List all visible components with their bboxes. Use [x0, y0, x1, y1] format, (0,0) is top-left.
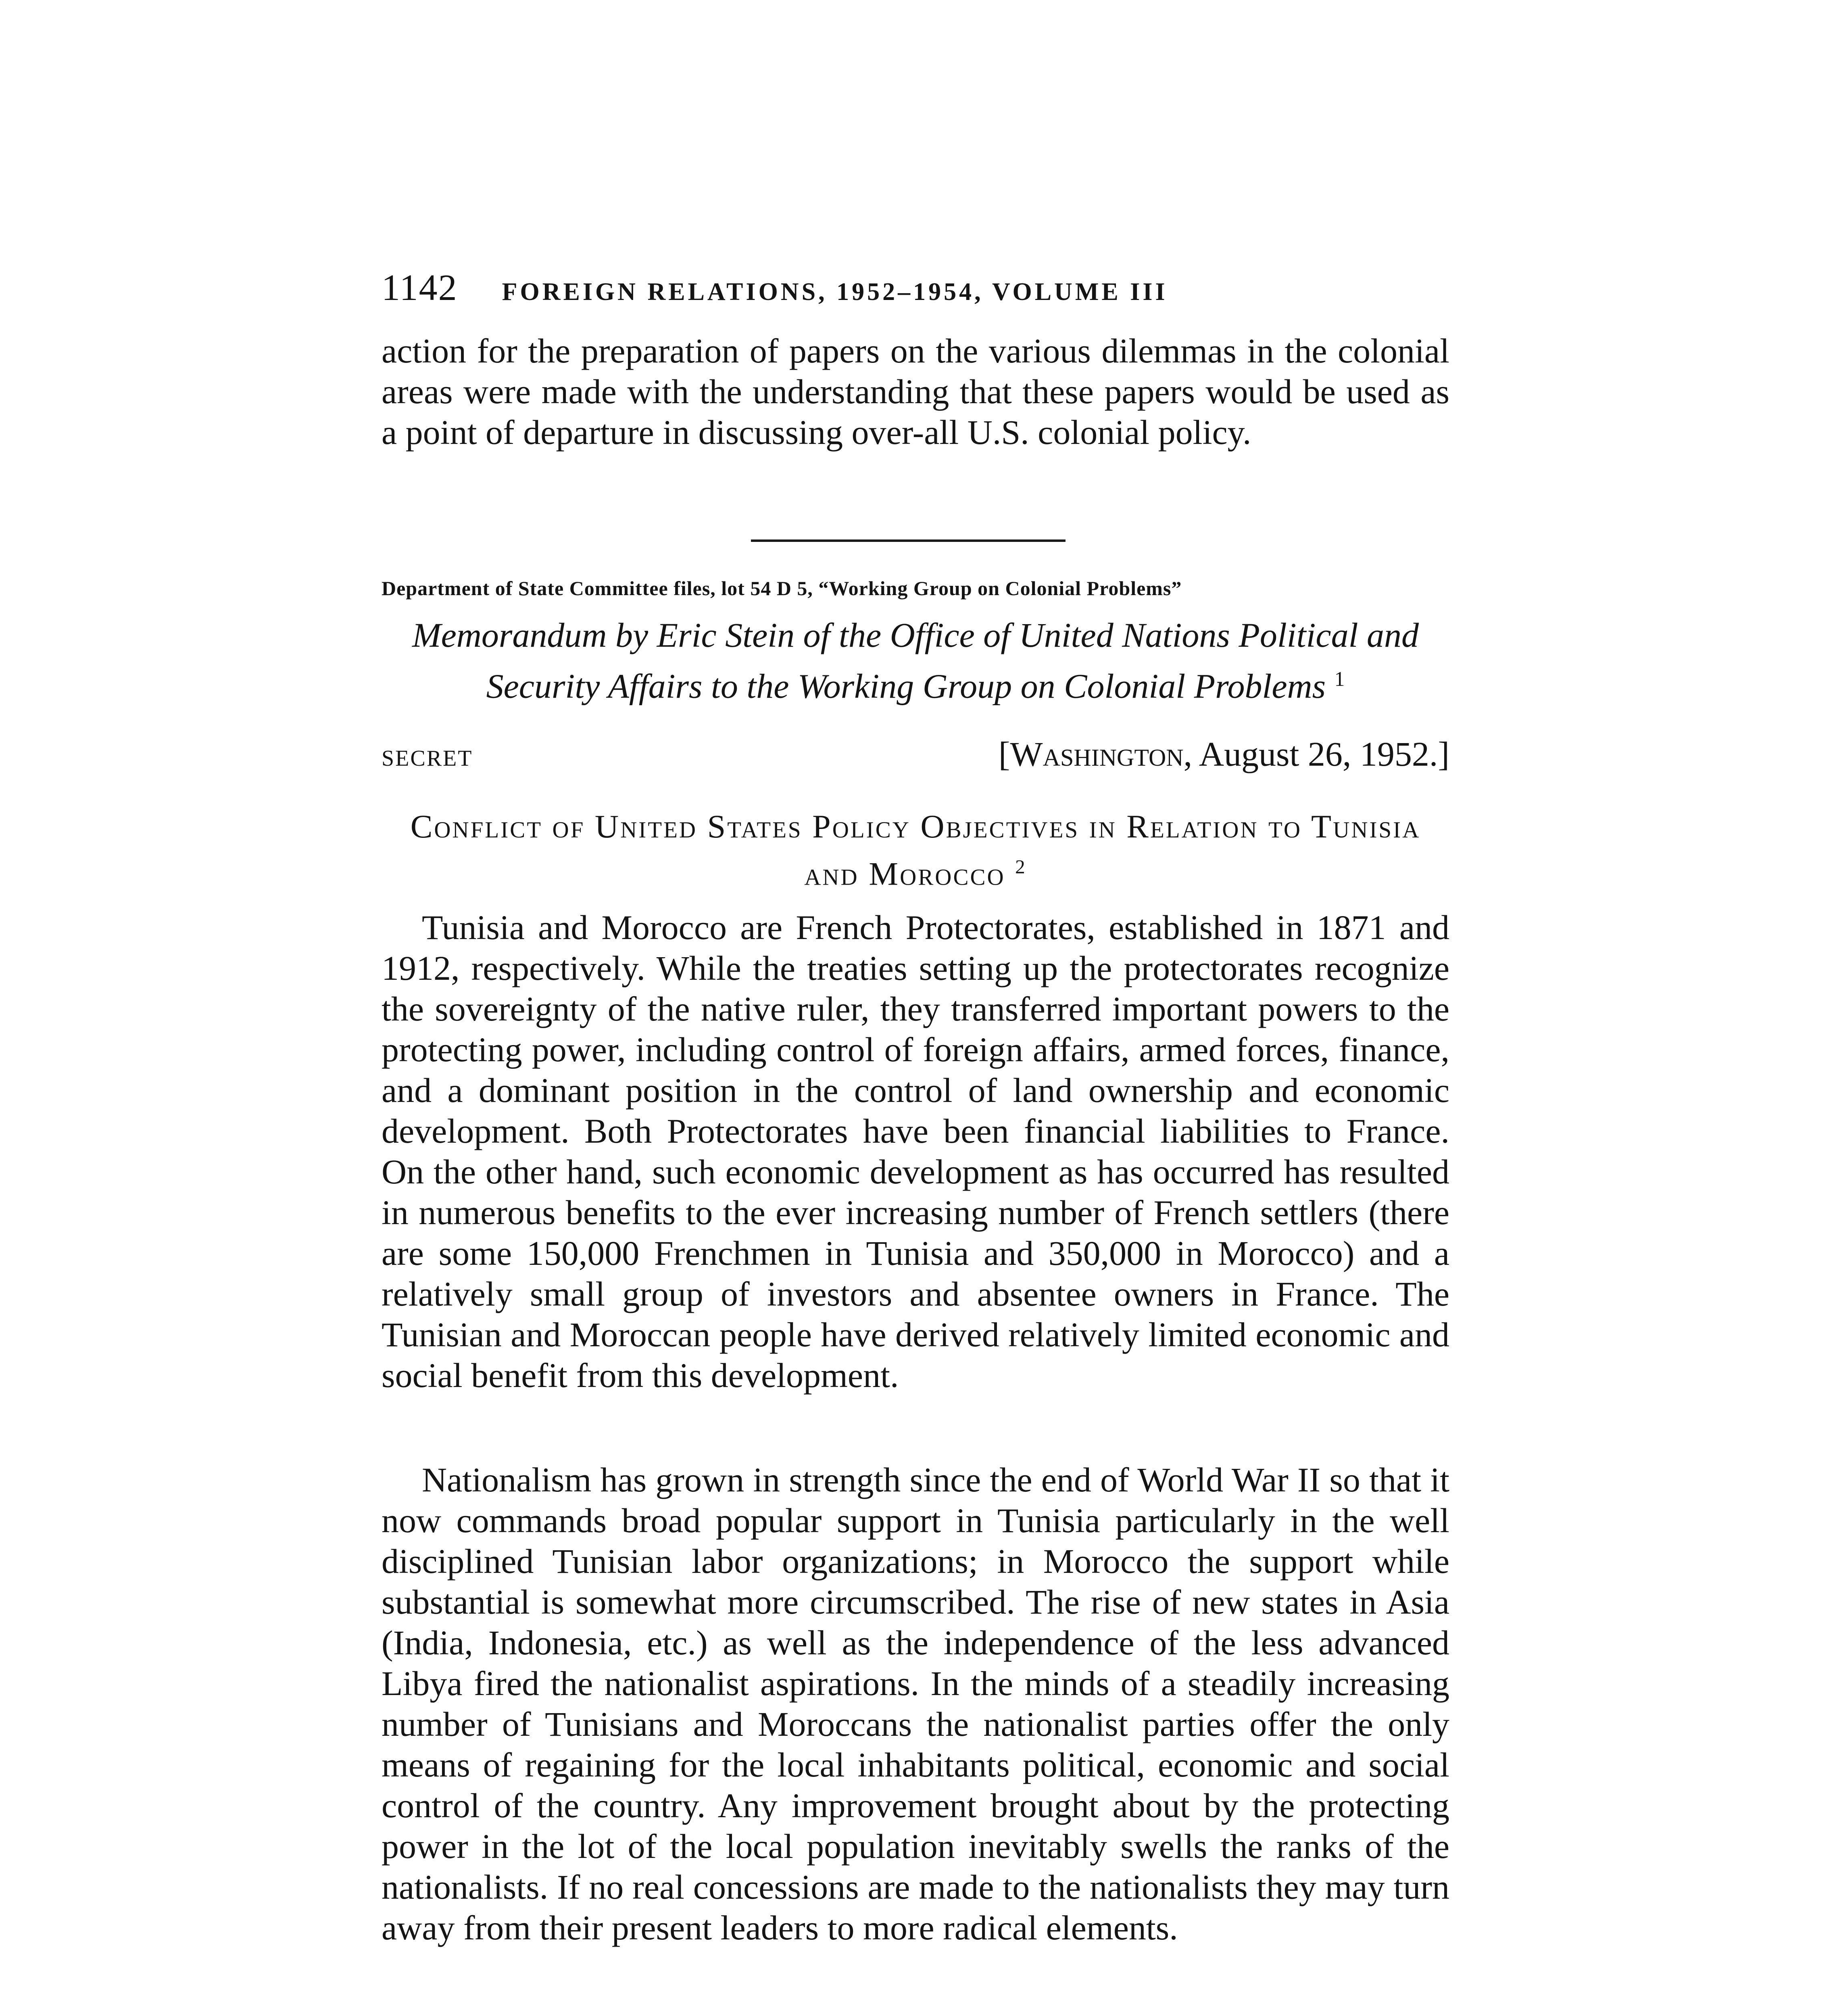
document-title-text: Memorandum by Eric Stein of the Office of United Nations Political and Security Affairs to the Working Group on Colonial Problems [412, 616, 1419, 706]
footnote-ref-2: 2 [1015, 856, 1027, 878]
section-divider [751, 539, 1066, 542]
source-note: Department of State Committee files, lot 54 D 5, “Working Group on Colonial Problems” [382, 577, 1182, 600]
running-title: FOREIGN RELATIONS, 1952–1954, VOLUME III [502, 278, 1168, 306]
body-paragraph-2: Nationalism has grown in strength since the end of World War II so that it now commands broad popular support in Tunisia particularly in the well disciplined Tunisian labor organizations; in Morocco the support while substantial is somewhat more circumscribed. The rise of new states in Asia (India, Indonesia, etc.) as well as the independence of the less advanced Libya fired the nationalist aspirations. In the minds of a steadily increasing number of Tunisians and Moroccans the nationalist parties offer the only means of regaining for the local inhabitants political, economic and social control of the country. Any improvement brought about by the protecting power in the lot of the local population inevitably swells the ranks of the nationalists. If no real concessions are made to the nationalists they may turn away from their present leaders to more radical elements. [382, 1460, 1449, 1947]
running-head [382, 266, 1449, 310]
continuation-paragraph: action for the preparation of papers on the various dilemmas in the colonial areas were made with the understanding that these papers would be used as a point of departure in discussing over-all U.S. colonial policy. [382, 331, 1449, 452]
classification-marking: SECRET [382, 746, 473, 771]
dateline-date: , August 26, 1952. [1183, 735, 1438, 773]
document-heading-text: Conflict of United States Policy Objectives in Relation to Tunisia and Morocco [410, 808, 1421, 892]
dateline-place: Washington [1010, 735, 1184, 773]
footnote-ref-1: 1 [1334, 668, 1345, 691]
document-title [382, 613, 1449, 708]
body-paragraph-1: Tunisia and Morocco are French Protectorates, established in 1871 and 1912, respectively. While the treaties setting up the protectorates recognize the sovereignty of the native ruler, they transferred important powers to the protecting power, including control of foreign affairs, armed forces, finance, and a dominant position in the control of land ownership and economic development. Both Protectorates have been financial liabilities to France. On the other hand, such economic development as has occurred has resulted in numerous benefits to the ever increasing number of French settlers (there are some 150,000 Frenchmen in Tunisia and 350,000 in Morocco) and a relatively small group of investors and absentee owners in France. The Tunisian and Moroccan people have derived relatively limited economic and social benefit from this development. [382, 908, 1449, 1395]
dateline-open-bracket: [ [998, 735, 1010, 773]
document-heading [382, 806, 1449, 894]
dateline-close-bracket: ] [1438, 735, 1449, 773]
page-number: 1142 [382, 267, 458, 308]
dateline [999, 734, 1449, 774]
document-meta [382, 734, 1449, 778]
